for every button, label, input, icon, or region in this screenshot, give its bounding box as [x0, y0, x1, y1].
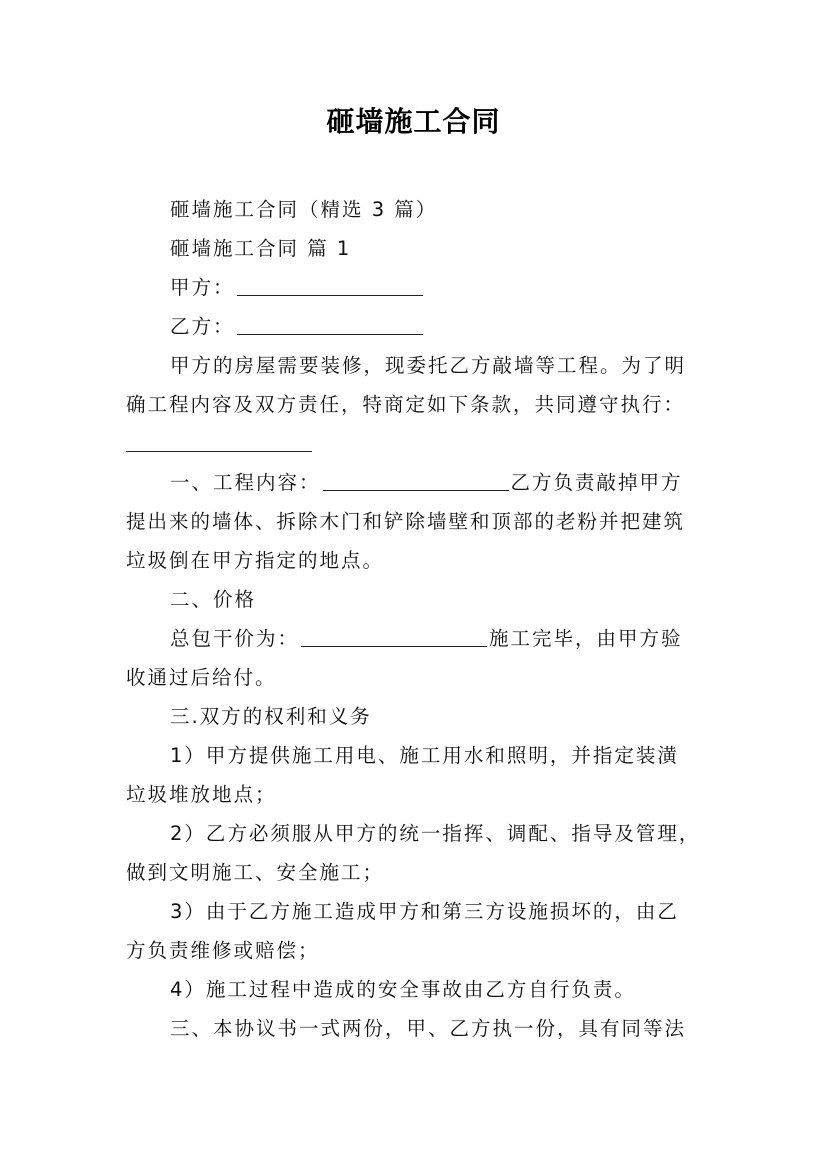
item4-line-1: 4）施工过程中造成的安全事故由乙方自行负责。	[170, 978, 636, 1001]
party-a-blank	[237, 277, 423, 296]
intro-line-1: 甲方的房屋需要装修，现委托乙方敲墙等工程。为了明	[170, 354, 687, 377]
section2-heading: 二、价格	[170, 588, 257, 611]
section1-label: 一、工程内容：	[170, 471, 321, 494]
section2-line-2: 收通过后给付。	[126, 666, 277, 689]
section1-line-1	[170, 469, 683, 497]
item3-line-1: 3）由于乙方施工造成甲方和第三方设施损坏的，由乙	[170, 900, 679, 923]
party-b-line	[170, 313, 425, 341]
part-heading: 砸墙施工合同 篇 1	[170, 237, 352, 260]
section2-blank	[301, 628, 487, 647]
section3-heading: 三.双方的权利和义务	[170, 705, 372, 728]
item1-line-2: 垃圾堆放地点；	[126, 783, 277, 806]
item2-line-2: 做到文明施工、安全施工；	[126, 861, 385, 884]
section1-line-2: 提出来的墙体、拆除木门和铲除墙壁和顶部的老粉并把建筑	[126, 510, 686, 533]
intro-line-2: 确工程内容及双方责任，特商定如下条款，共同遵守执行：	[126, 393, 686, 416]
party-b-blank	[237, 316, 423, 335]
party-b-label: 乙方：	[170, 315, 235, 338]
document-title: 砸墙施工合同	[326, 105, 501, 138]
section1-blank	[323, 472, 509, 491]
item3-line-2: 方负责维修或赔偿；	[126, 939, 320, 962]
section4-line-1: 三、本协议书一式两份，甲、乙方执一份，具有同等法	[170, 1017, 687, 1040]
section1-tail: 乙方负责敲掉甲方	[510, 471, 683, 494]
party-a-line	[170, 274, 425, 302]
intro-blank-line	[126, 430, 314, 458]
item2-line-1: 2）乙方必须服从甲方的统一指挥、调配、指导及管理，	[170, 822, 701, 845]
item1-line-1: 1）甲方提供施工用电、施工用水和照明，并指定装潢	[170, 744, 679, 767]
section1-line-3: 垃圾倒在甲方指定的地点。	[126, 549, 385, 572]
section2-line-1	[170, 625, 683, 653]
section2-label: 总包干价为：	[170, 627, 300, 650]
subtitle: 砸墙施工合同（精选 3 篇）	[170, 198, 438, 221]
intro-blank	[126, 433, 312, 452]
section2-tail: 施工完毕，由甲方验	[489, 627, 683, 650]
party-a-label: 甲方：	[170, 276, 235, 299]
